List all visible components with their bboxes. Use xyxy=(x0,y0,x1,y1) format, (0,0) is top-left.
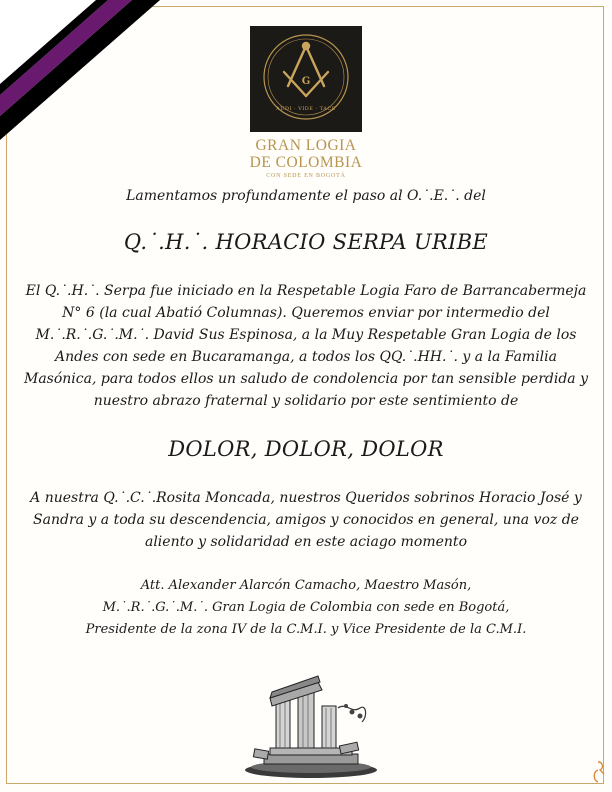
paragraph-2-line: aliento y solidaridad en este aciago momento xyxy=(144,534,467,550)
signature-line: M.˙.R.˙.G.˙.M.˙. Gran Logia de Colombia con sede en Bogotá, xyxy=(102,600,510,615)
paragraph-2-line: A nuestra Q.˙.C.˙.Rosita Moncada, nuestros Queridos sobrinos Horacio José y xyxy=(30,490,582,506)
intro-line: Lamentamos profundamente el paso al O.˙.E.˙. del xyxy=(126,188,486,204)
lodge-name-line1: GRAN LOGIA xyxy=(255,137,357,154)
paragraph-1-line: El Q.˙.H.˙. Serpa fue iniciado en la Respetable Logia Faro de Barrancabermeja xyxy=(25,283,587,299)
paragraph-1-line: Andes con sede en Bucaramanga, a todos los QQ.˙.HH.˙. y a la Familia xyxy=(55,349,557,365)
signature-line: Att. Alexander Alarcón Camacho, Maestro Masón, xyxy=(140,578,472,593)
paragraph-1-line: N° 6 (la cual Abatió Columnas). Queremos enviar por intermedio del xyxy=(62,305,550,321)
paragraph-1 xyxy=(20,280,592,412)
paragraph-2-line: Sandra y a toda su descendencia, amigos y conocidos en general, una voz de xyxy=(33,512,579,528)
paragraph-1-line: M.˙.R.˙.G.˙.M.˙. David Sus Espinosa, a la Muy Respetable Gran Logia de los xyxy=(35,327,577,343)
deceased-name: Q.˙.H.˙. HORACIO SERPA URIBE xyxy=(123,230,489,254)
lodge-name xyxy=(206,138,406,179)
lodge-logo xyxy=(250,26,362,132)
paragraph-1-line: Masónica, para todos ellos un saludo de condolencia por tan sensible perdida y xyxy=(23,371,589,387)
signature-line: Presidente de la zona IV de la C.M.I. y Vice Presidente de la C.M.I. xyxy=(85,622,527,637)
logo-motto: AUDI · VIDE · TACE xyxy=(276,106,336,112)
paragraph-1-line: nuestro abrazo fraternal y solidario por este sentimiento de xyxy=(93,393,519,409)
paragraph-2 xyxy=(20,487,592,553)
watermark-icon xyxy=(590,760,606,784)
broken-column-ruins-icon xyxy=(242,668,380,780)
svg-text:G: G xyxy=(301,76,311,87)
dolor-heading: DOLOR, DOLOR, DOLOR xyxy=(168,437,444,461)
lodge-name-line3: CON SEDE EN BOGOTÁ xyxy=(266,173,346,179)
signature-block xyxy=(20,575,592,641)
lodge-name-line2: DE COLOMBIA xyxy=(249,153,363,171)
mourning-ribbon-icon xyxy=(0,0,180,150)
